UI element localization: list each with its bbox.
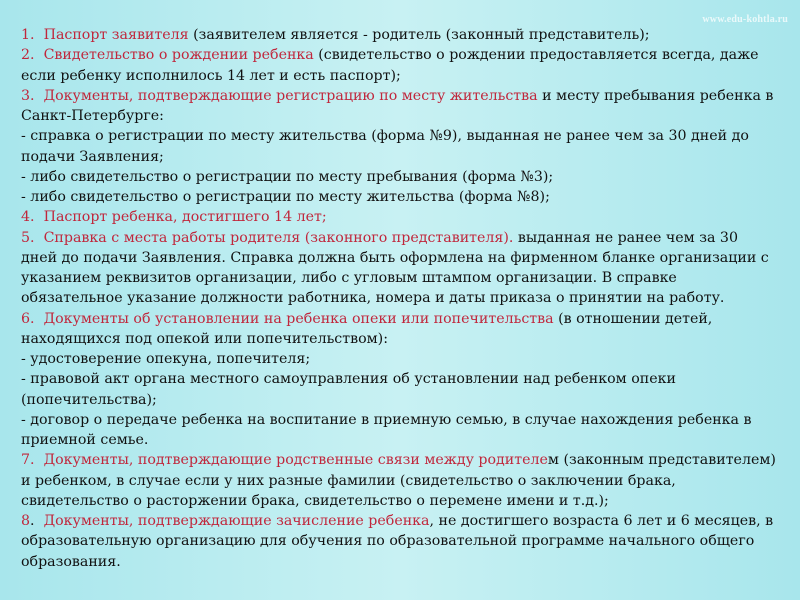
- item-text: (свидетельство о рождении предоставляется всегда, даже если ребенку исполнилось 14 лет и есть паспорт);: [21, 47, 759, 84]
- item-title: Документы, подтверждающие родственные связи между родителе: [43, 452, 548, 469]
- list-item: [21, 450, 777, 511]
- list-item: [21, 207, 777, 227]
- sub-line: - правовой акт органа местного самоуправления об установлении над ребенком опеки (попечительства);: [21, 371, 676, 408]
- item-text: м (законным представителем) и ребенком, в случае если у них разные фамилии (свидетельство о заключении брака, свидетельство о расторжении брака, свидетельство о перемене имени и т.д.);: [21, 452, 776, 509]
- item-text: (в отношении детей, находящихся под опекой или попечительством):: [21, 310, 713, 347]
- item-text: (заявителем является - родитель (законный представитель);: [188, 27, 650, 43]
- sub-line: - удостоверение опекуна, попечителя;: [21, 351, 311, 367]
- list-item: 8. Документы, подтверждающие зачисление ребенка, не достигшего возраста 6 лет и 6 месяцев, в образовательную организацию для обучения по образовательной программе начального общего образования.: [21, 513, 774, 570]
- item-number: 3.: [21, 87, 35, 104]
- sub-line: - либо свидетельство о регистрации по месту жительства (форма №8);: [21, 189, 550, 205]
- item-text: , не достигшего возраста 6 лет и 6 месяцев, в образовательную организацию для обучения по образовательной программе начального общего образования.: [21, 513, 774, 570]
- item-number: 4.: [21, 209, 35, 226]
- sub-line: - договор о передаче ребенка на воспитание в приемную семью, в случае нахождения ребенка в приемной семье.: [21, 411, 752, 448]
- item-number: 5.: [21, 229, 35, 246]
- item-title: Свидетельство о рождении ребенка: [43, 47, 314, 64]
- list-item: [21, 86, 777, 127]
- item-title: Справка с места работы родителя (законного представителя).: [43, 229, 514, 246]
- document-list: [21, 25, 777, 572]
- item-number: 1.: [21, 27, 35, 43]
- list-item: [21, 309, 777, 350]
- list-item: [21, 25, 777, 45]
- item-number: 6.: [21, 310, 35, 327]
- item-title: Паспорт заявителя: [43, 27, 189, 43]
- sub-line: - либо свидетельство о регистрации по месту пребывания (форма №3);: [21, 168, 554, 185]
- list-item: [21, 45, 777, 86]
- watermark: www.edu-kohtla.ru: [702, 14, 788, 25]
- item-number: 8: [21, 513, 31, 529]
- sub-line: - справка о регистрации по месту жительства (форма №9), выданная не ранее чем за 30 дней до подачи Заявления;: [21, 128, 749, 165]
- item-text: выданная не ранее чем за 30 дней до подачи Заявления. Справка должна быть оформлена на фирменном бланке организации с указанием реквизитов организации, либо с угловым штампом организации. В справке обязательное указание должности работника, номера и даты приказа о принятии на работу.: [21, 229, 769, 307]
- item-title: Документы, подтверждающие регистрацию по месту жительства: [43, 87, 538, 104]
- item-title: Паспорт ребенка, достигшего 14 лет;: [43, 209, 327, 226]
- item-text: и месту пребывания ребенка в Санкт-Петербурге:: [21, 87, 774, 124]
- item-number: 7.: [21, 452, 35, 469]
- list-item: [21, 228, 777, 309]
- item-title: Документы, подтверждающие зачисление ребенка: [43, 513, 430, 529]
- item-title: Документы об установлении на ребенка опеки или попечительства: [43, 310, 554, 327]
- item-number: 2.: [21, 47, 35, 64]
